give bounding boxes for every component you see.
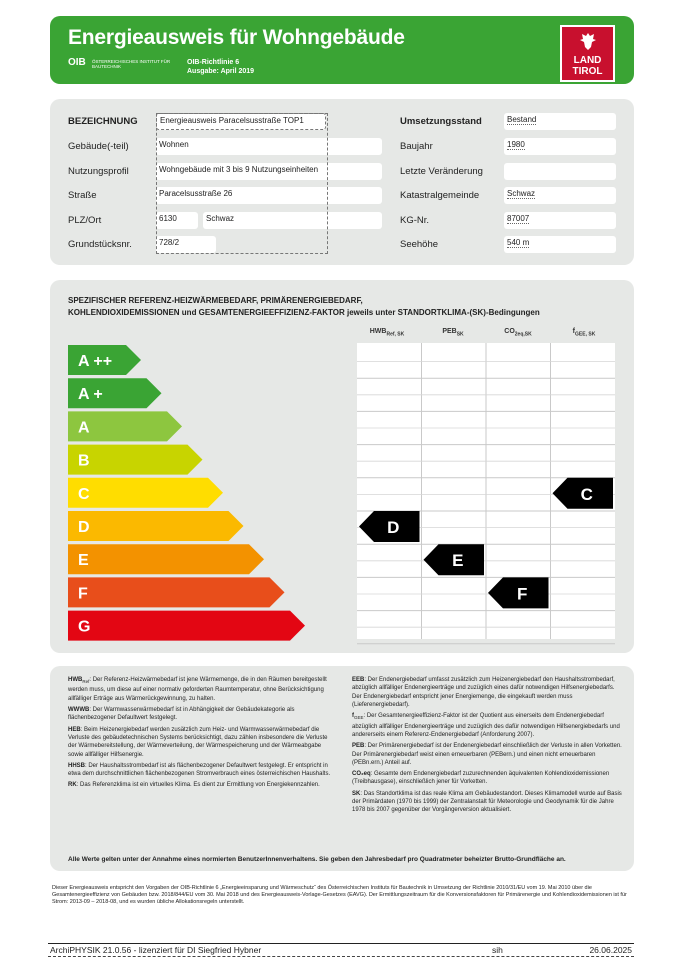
- eagle-icon: [579, 31, 597, 51]
- left-definition: HEB: Beim Heizenergiebedarf werden zusätzlich zum Heiz- und Warmwasserwärmebedarf die Verluste des gebäudetechnischen Systems berücksichtigt, dazu zählen insbesondere die Verluste der Wärmebereitstellung, der Wärmeverteilung, der Wärmespeicherung und der Wärmeabgabe sowie allfälliger Hilfsenergie.: [68, 726, 328, 758]
- left-definition: WWWB: Der Warmwasserwärmebedarf ist in Abhängigkeit der Gebäudekategorie als flächenbezogener Defaultwert festgelegt.: [68, 707, 295, 722]
- value-nutzungsprofil: Wohngebäude mit 3 bis 9 Nutzungseinheiten: [156, 163, 382, 180]
- value-letzte-veraenderung: [504, 163, 616, 180]
- col-header-peb: $PEB_{SK}$: [442, 328, 464, 338]
- value-ort: Schwaz: [203, 212, 382, 229]
- value-katastralgemeinde: Schwaz: [504, 187, 616, 204]
- class-bar-G: [68, 611, 305, 641]
- value-seehoehe: 540 m: [504, 236, 616, 253]
- class-bar-C: [68, 478, 223, 508]
- right-definition: CO₂eq: Gesamte dem Endenergiebedarf zuzurechnenden äquivalenten Kohlendioxidemissionen (Treibhausgase), einschließlich jener für Vorketten.: [352, 771, 610, 786]
- class-label: A +: [78, 386, 103, 404]
- richtlinie-info: [187, 58, 254, 76]
- class-bar-F: [68, 577, 285, 607]
- tirol-label: TIROL: [572, 66, 603, 77]
- class-label: A ++: [78, 353, 113, 370]
- value-bezeichnung: Energieausweis Paracelsusstraße TOP1: [156, 113, 326, 130]
- class-bar-E: [68, 544, 264, 574]
- class-label: C: [78, 485, 90, 503]
- definitions-right: [352, 676, 622, 818]
- land-label: LAND: [573, 55, 602, 66]
- class-label: G: [78, 618, 91, 636]
- land-tirol-logo: [560, 25, 615, 82]
- class-label: D: [78, 519, 90, 536]
- energy-rating-panel: [50, 280, 634, 653]
- label-katastralgemeinde: Katastralgemeinde: [400, 190, 480, 201]
- left-definition: $HWB_{Ref}$: Der Referenz-Heizwärmebedarf ist jene Wärmemenge, die in den Räumen bereitgestellt werden muss, um diese auf einer normativ geforderten Raumtemperatur, ohne Berücksichtigung allfälliger Erträge aus Wärmerückgewinnung, zu halten.: [68, 677, 327, 702]
- summary-note: Alle Werte gelten unter der Annahme eines normierten BenutzerInnenverhaltens. Sie geben den Jahresbedarf pro Quadratmeter beheizter Brutto-Grundfläche an.: [68, 856, 566, 863]
- right-definition: SK: Das Standortklima ist das reale Klima am Gebäudestandort. Dieses Klimamodell wurde auf Basis der Primärdaten (1970 bis 1999) der Zentralanstalt für Meteorologie und Geodynamik für die Jahre 1978 bis 2007 gegenüber der Vorgängerversion aktualisiert.: [352, 790, 622, 814]
- oib-logo: OIB: [68, 57, 86, 68]
- value-plz: 6130: [156, 212, 198, 229]
- class-bar-D: [68, 511, 244, 541]
- definitions-panel: [50, 666, 634, 871]
- class-label: E: [78, 552, 89, 570]
- rating-title-line2: KOHLENDIOXIDEMISSIONEN und GESAMTENERGIEEFFIZIENZ-FAKTOR jeweils unter STANDORTKLIMA-(SK)-Bedingungen: [68, 308, 540, 317]
- energy-class-scale: [50, 280, 634, 653]
- right-definition: PEB: Der Primärenergiebedarf ist der Endenergiebedarf einschließlich der Verluste in allen Vorketten. Der Primärenergiebedarf weist einen erneuerbaren (PEBern.) und einen nicht erneuerbaren (PEBn.ern.) Anteil auf.: [352, 743, 622, 766]
- software-license: ArchiPHYSIK 21.0.56 - lizenziert für DI Siegfried Hybner: [50, 945, 262, 955]
- left-definition: HHSB: Der Haushaltsstrombedarf ist als flächenbezogener Defaultwert festgelegt. Er entspricht in etwa dem durchschnittlichen flächenbezogenen Stromverbrauch eines österreichischen Haushalts.: [68, 762, 331, 778]
- col-header-co2: $CO_{2eq,SK}$: [504, 328, 532, 338]
- label-nutzungsprofil: Nutzungsprofil: [68, 166, 129, 177]
- col-header-hwb: $HWB_{Ref, SK}$: [369, 328, 405, 338]
- label-grundstuecksnr: Grundstücksnr.: [68, 239, 132, 250]
- class-label: A: [78, 419, 90, 437]
- label-strasse: Straße: [68, 190, 97, 201]
- initials: sih: [492, 945, 503, 955]
- header-bar: [50, 16, 634, 84]
- right-definition: EEB: Der Endenergiebedarf umfasst zusätzlich zum Heizenergiebedarf den Haushaltsstrombedarf, abzüglich allfälliger Endenergieerträge und zuzüglich eines dafür notwendigen Hilfsenergiebedarfs. Der Endenergiebedarf entspricht jener Energiemenge, die eingekauft werden muss (Lieferenergiebedarf).: [352, 677, 615, 708]
- label-kg-nr: KG-Nr.: [400, 215, 430, 226]
- richtlinie-label: OIB-Richtlinie 6: [187, 59, 240, 66]
- right-definition: $f_{GEE}$: Der Gesamtenergieeffizienz-Faktor ist der Quotient aus einerseits dem Endenergiebedarf abzüglich allfälliger Endenergieerträge und zuzüglich des dafür notwendigen Hilfsenergiebedarfs und andererseits einem Referenz-Endenergiebedarf (Anforderung 2007).: [352, 713, 620, 738]
- label-plz-ort: PLZ/Ort: [68, 215, 102, 226]
- building-info-panel: [50, 99, 634, 265]
- definitions-left: [68, 676, 336, 793]
- result-label: D: [387, 518, 400, 537]
- result-label: E: [452, 551, 464, 571]
- label-gebaeudeteil: Gebäude(-teil): [68, 141, 129, 152]
- col-header-fgee: $f_{GEE, SK}$: [572, 328, 596, 338]
- selection-outline: [156, 113, 328, 254]
- value-baujahr: 1980: [504, 138, 616, 155]
- page-title: Energieausweis für Wohngebäude: [68, 26, 405, 49]
- label-seehoehe: Seehöhe: [400, 239, 439, 250]
- value-umsetzungsstand: Bestand: [504, 113, 616, 130]
- value-grundstuecksnr: 728/2: [156, 236, 216, 253]
- value-gebaeudeteil: Wohnen: [156, 138, 382, 155]
- result-label: C: [580, 484, 593, 504]
- left-definition: RK: Das Referenzklima ist ein virtuelles Klima. Es dient zur Ermittlung von Energiekennzahlen.: [68, 782, 320, 789]
- value-kg-nr: 87007: [504, 212, 616, 229]
- page-footer: [48, 943, 634, 957]
- legal-footnote: Dieser Energieausweis entspricht den Vorgaben der OIB-Richtlinie 6 „Energieeinsparung und Wärmeschutz“ des Österreichischen Instituts für Bautechnik in Umsetzung der Richtlinie 2010/31/EU vom 19. Mai 2010 über die Gesamtenergieeffizienz von Gebäuden bzw. 2018/844/EU vom 30. Mai 2018 und des Energieausweis-Vorlage-Gesetzes (EAVG). Der Ermittlungszeitraum für die Konversionsfaktoren für Primärenergie und Kohlendioxidemissionen ist für Strom: 2013-09 – 2018-08, und es wurden übliche Allokationsregeln unterstellt.: [52, 885, 627, 905]
- oib-subtitle: ÖSTERREICHISCHES INSTITUT FÜR BAUTECHNIK: [92, 59, 171, 69]
- ausgabe-label: Ausgabe: April 2019: [187, 68, 255, 75]
- class-label: F: [78, 585, 88, 603]
- rating-title-line1: SPEZIFISCHER REFERENZ-HEIZWÄRMEBEDARF, PRIMÄRENERGIEBEDARF,: [68, 296, 363, 305]
- result-label: F: [517, 584, 528, 604]
- label-bezeichnung: BEZEICHNUNG: [68, 116, 138, 127]
- value-strasse: Paracelsusstraße 26: [156, 187, 382, 204]
- label-umsetzungsstand: Umsetzungsstand: [400, 116, 482, 127]
- date: 26.06.2025: [589, 945, 632, 955]
- class-label: B: [78, 452, 90, 470]
- label-baujahr: Baujahr: [400, 141, 433, 152]
- label-letzte-veraenderung: Letzte Veränderung: [400, 166, 483, 177]
